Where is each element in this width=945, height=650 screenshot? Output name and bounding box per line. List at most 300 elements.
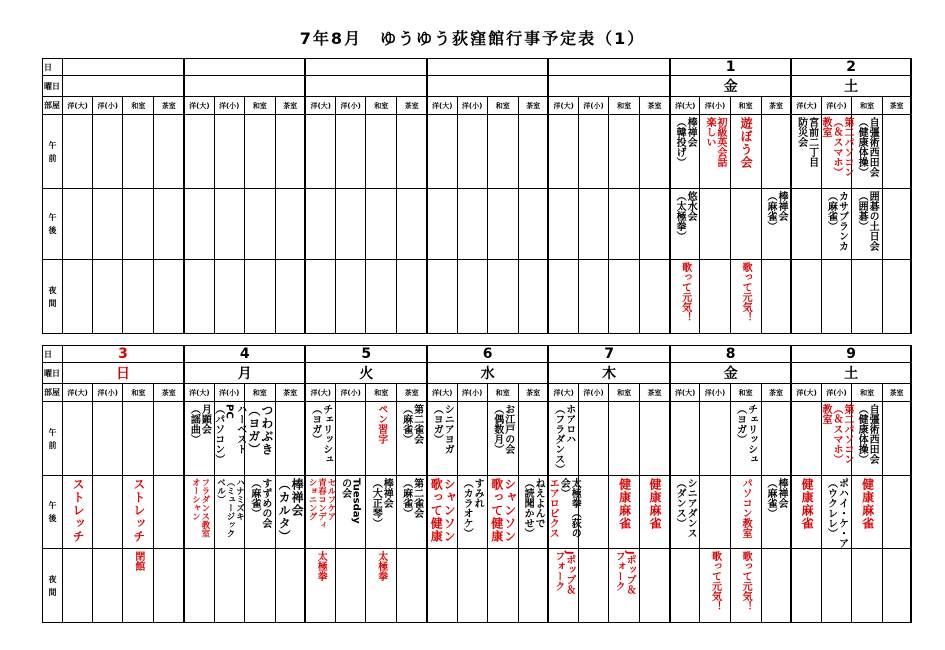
- schedule-cell: [244, 115, 275, 189]
- schedule-cell: [548, 402, 578, 476]
- cell-events: [852, 115, 882, 177]
- event-label: シニアダンス （ダンス）: [674, 478, 697, 538]
- schedule-cell: [821, 189, 851, 260]
- schedule-cell: [123, 476, 154, 549]
- day-weekday-1: 月: [184, 363, 305, 384]
- room-header: 和室: [123, 97, 154, 115]
- schedule-cell: [852, 476, 883, 549]
- schedule-cell: [63, 189, 93, 260]
- schedule-cell: [852, 115, 883, 189]
- cell-events: [731, 402, 761, 464]
- schedule-cell: [821, 549, 851, 623]
- schedule-cell: [427, 549, 457, 623]
- schedule-cell: [366, 476, 397, 549]
- schedule-cell: [275, 549, 305, 623]
- event-label: チェリッシュ （ヨガ）: [734, 404, 757, 464]
- room-header: 和室: [609, 97, 640, 115]
- room-header: 洋(大): [548, 384, 578, 402]
- event-label: 自彊術西田会 （健康体操）: [856, 117, 879, 177]
- schedule-cell: [397, 189, 427, 260]
- schedule-cell: [700, 189, 730, 260]
- schedule-cell: [123, 189, 154, 260]
- schedule-cell: [154, 115, 184, 189]
- schedule-cell: [518, 115, 548, 189]
- schedule-cell: [427, 402, 457, 476]
- cell-events: [640, 476, 669, 530]
- cell-events: [306, 402, 335, 464]
- room-header: 洋(小): [579, 384, 609, 402]
- event-label: シニアヨガ （ヨガ）: [431, 404, 454, 454]
- event-label: 健康麻雀: [617, 478, 632, 530]
- cell-events: [671, 189, 700, 241]
- schedule-cell: [275, 476, 305, 549]
- schedule-cell: [214, 115, 244, 189]
- schedule-cell: [700, 115, 730, 189]
- schedule-cell: [791, 189, 821, 260]
- schedule-cell: [244, 549, 275, 623]
- cell-events: [852, 189, 882, 251]
- room-header: 洋(大): [791, 97, 821, 115]
- schedule-cell: [579, 476, 609, 549]
- event-label: 太極拳（荻の 会）: [558, 478, 581, 538]
- schedule-cell: [548, 115, 578, 189]
- schedule-cell: [63, 115, 93, 189]
- event-label: 悠水会 （太極拳）: [674, 191, 697, 241]
- schedule-cell: [883, 260, 911, 334]
- day-weekday-5: 金: [670, 363, 791, 384]
- event-label: Tuesday の会: [339, 478, 362, 524]
- room-header: 和室: [487, 97, 518, 115]
- room-header: 茶室: [154, 384, 184, 402]
- schedule-cell: [761, 549, 791, 623]
- room-header: 和室: [609, 384, 640, 402]
- event-label: 初級英会話 楽しい: [704, 117, 726, 167]
- date-row-label: 日: [43, 346, 63, 363]
- date-row: [43, 59, 912, 76]
- schedule-cell: [487, 476, 518, 549]
- schedule-cell: [640, 115, 670, 189]
- date-row-label: 日: [43, 59, 63, 76]
- schedule-cell: [730, 549, 761, 623]
- room-header: 和室: [487, 384, 518, 402]
- cell-events: [397, 476, 426, 518]
- cell-events: [609, 476, 639, 530]
- cell-events: [700, 115, 729, 167]
- room-header: 茶室: [397, 384, 427, 402]
- day-date-3: 6: [427, 346, 548, 363]
- schedule-cell: [640, 476, 670, 549]
- room-header: 洋(大): [670, 384, 700, 402]
- schedule-cell: [761, 402, 791, 476]
- weekday-row: [43, 76, 912, 97]
- event-label: 太極拳: [315, 551, 327, 581]
- schedule-cell: [214, 260, 244, 334]
- room-header: 洋(小): [336, 97, 366, 115]
- room-header: 茶室: [397, 97, 427, 115]
- event-label: セルフケア 青春コンディ ショニング: [307, 478, 337, 529]
- event-label: 第二パソコン （＆スマホ） 教室: [819, 404, 853, 464]
- event-label: Jポップ＆ フォーク: [613, 551, 636, 595]
- room-header: 洋(小): [700, 97, 730, 115]
- room-header: 洋(大): [305, 384, 335, 402]
- cell-events: [549, 549, 578, 595]
- event-label: つわぶき （ヨガ）: [246, 404, 274, 456]
- schedule-cell: [123, 260, 154, 334]
- schedule-cell: [670, 402, 700, 476]
- room-header: 洋(小): [93, 97, 123, 115]
- schedule-cell: [457, 189, 487, 260]
- schedule-cell: [184, 402, 214, 476]
- schedule-cell: [791, 260, 821, 334]
- room-header: 和室: [852, 97, 883, 115]
- room-header: 洋(大): [427, 97, 457, 115]
- room-header: 洋(小): [821, 384, 851, 402]
- cell-events: [488, 476, 518, 543]
- schedule-cell: [93, 260, 123, 334]
- schedule-cell: [457, 549, 487, 623]
- weekday-row: [43, 363, 912, 384]
- schedule-cell: [609, 476, 640, 549]
- cell-events: [185, 402, 214, 444]
- event-label: 第二雀会 （麻雀）: [400, 478, 423, 518]
- cell-events: [366, 402, 396, 444]
- schedule-table-week-1: [42, 58, 912, 334]
- schedule-cell: [427, 189, 457, 260]
- schedule-cell: [305, 476, 335, 549]
- event-label: 棒禅会 （麻雀）: [764, 478, 787, 518]
- event-label: ペン習字: [375, 404, 387, 444]
- schedule-cell: [821, 402, 851, 476]
- schedule-cell: [761, 476, 791, 549]
- am-row: [43, 115, 912, 189]
- cell-events: [822, 476, 851, 548]
- day-date-2: [305, 59, 426, 76]
- schedule-cell: [123, 549, 154, 623]
- schedule-cell: [123, 402, 154, 476]
- schedule-cell: [487, 260, 518, 334]
- room-header: 茶室: [761, 384, 791, 402]
- day-date-2: 5: [305, 346, 426, 363]
- schedule-cell: [397, 476, 427, 549]
- day-weekday-6: 土: [791, 76, 911, 97]
- schedule-cell: [670, 189, 700, 260]
- cell-events: [276, 476, 305, 543]
- am-row-label: 午 前: [43, 402, 63, 476]
- schedule-cell: [761, 115, 791, 189]
- room-header: 洋(小): [457, 384, 487, 402]
- schedule-cell: [63, 476, 93, 549]
- cell-events: [63, 476, 92, 543]
- cell-events: [731, 549, 761, 611]
- day-weekday-0: [63, 76, 184, 97]
- event-label: 棒禅会 （韓投げ）: [674, 117, 697, 167]
- schedule-cell: [640, 402, 670, 476]
- event-label: ハーベスト PC （パソコン）: [212, 404, 246, 464]
- schedule-cell: [63, 549, 93, 623]
- schedule-cell: [457, 115, 487, 189]
- schedule-cell: [547, 476, 581, 549]
- event-label: ホアロハ （フラダンス）: [552, 404, 575, 474]
- day-weekday-2: [305, 76, 426, 97]
- weekday-row-label: 曜日: [43, 76, 63, 97]
- schedule-cell: [821, 476, 851, 549]
- schedule-cell: [579, 189, 609, 260]
- cell-events: [366, 549, 396, 581]
- room-header: 洋(大): [63, 384, 93, 402]
- cell-events: [306, 476, 335, 529]
- event-label: 歌って元気！: [740, 262, 752, 322]
- schedule-cell: [700, 402, 730, 476]
- room-row-label: 部屋: [43, 384, 63, 402]
- schedule-cell: [518, 402, 548, 476]
- schedule-cell: [640, 260, 670, 334]
- event-label: エアロビクス: [547, 478, 559, 538]
- room-row: [43, 384, 912, 402]
- room-header: 和室: [366, 384, 397, 402]
- room-row-label: 部屋: [43, 97, 63, 115]
- cell-events: [700, 549, 729, 611]
- schedule-cell: [93, 189, 123, 260]
- event-label: 棒禅会 （カルタ）: [277, 478, 305, 543]
- am-row: [43, 402, 912, 476]
- day-date-1: [184, 59, 305, 76]
- day-weekday-3: 水: [427, 363, 548, 384]
- schedule-cell: [214, 476, 244, 549]
- room-header: 茶室: [761, 97, 791, 115]
- cell-events: [852, 402, 882, 464]
- cell-events: [428, 402, 457, 454]
- schedule-cell: [275, 189, 305, 260]
- cell-events: [731, 476, 761, 538]
- day-weekday-2: 火: [305, 363, 426, 384]
- event-label: すずめの会 （麻雀）: [248, 478, 271, 528]
- schedule-cell: [761, 189, 791, 260]
- room-header: 洋(大): [427, 384, 457, 402]
- room-header: 和室: [123, 384, 154, 402]
- schedule-cell: [427, 260, 457, 334]
- schedule-cell: [63, 402, 93, 476]
- day-weekday-4: 木: [548, 363, 669, 384]
- schedule-cell: [730, 115, 761, 189]
- pm-row-label: 午 後: [43, 189, 63, 260]
- schedule-cell: [366, 115, 397, 189]
- schedule-cell: [305, 189, 335, 260]
- event-label: 囲碁の土日会 （囲碁）: [856, 191, 879, 251]
- cell-events: [215, 476, 244, 538]
- event-label: 太極拳: [375, 551, 387, 581]
- schedule-cell: [487, 189, 518, 260]
- schedule-cell: [883, 115, 911, 189]
- room-header: 洋(大): [548, 97, 578, 115]
- room-header: 洋(大): [63, 97, 93, 115]
- event-label: 健康麻雀: [648, 478, 663, 530]
- schedule-cell: [154, 549, 184, 623]
- schedule-cell: [93, 476, 123, 549]
- cell-events: [731, 260, 761, 322]
- room-header: 洋(小): [700, 384, 730, 402]
- day-date-5: 1: [670, 59, 791, 76]
- room-header: 洋(大): [184, 384, 214, 402]
- schedule-cell: [730, 260, 761, 334]
- schedule-cell: [366, 189, 397, 260]
- schedule-cell: [427, 476, 457, 549]
- schedule-cell: [214, 549, 244, 623]
- day-date-0: [63, 59, 184, 76]
- room-header: 洋(小): [821, 97, 851, 115]
- schedule-cell: [63, 260, 93, 334]
- cell-events: [428, 476, 457, 543]
- schedule-cell: [548, 260, 578, 334]
- schedule-cell: [852, 189, 883, 260]
- schedule-cell: [184, 549, 214, 623]
- schedule-cell: [487, 549, 518, 623]
- schedule-cell: [518, 549, 548, 623]
- day-date-4: [548, 59, 669, 76]
- event-label: ねえよんで （読聞かせ）: [522, 478, 545, 538]
- schedule-cell: [730, 476, 761, 549]
- event-label: 棒禅会 （麻雀）: [764, 191, 787, 231]
- room-header: 洋(大): [791, 384, 821, 402]
- event-label: 健康麻雀: [860, 478, 875, 530]
- day-date-5: 8: [670, 346, 791, 363]
- schedule-cell: [397, 549, 427, 623]
- schedule-cell: [154, 476, 184, 549]
- cell-events: [731, 115, 761, 169]
- schedule-cell: [214, 402, 244, 476]
- schedule-cell: [791, 402, 821, 476]
- schedule-cell: [883, 402, 911, 476]
- schedule-cell: [336, 189, 366, 260]
- day-weekday-5: 金: [670, 76, 791, 97]
- room-header: 茶室: [275, 384, 305, 402]
- cell-events: [671, 115, 700, 167]
- cell-events: [792, 115, 821, 167]
- event-label: 歌って元気！: [679, 262, 691, 322]
- weekday-row-label: 曜日: [43, 363, 63, 384]
- schedule-cell: [670, 476, 700, 549]
- cell-events: [336, 476, 365, 524]
- schedule-cell: [518, 260, 548, 334]
- schedule-cell: [670, 260, 700, 334]
- schedule-cell: [852, 260, 883, 334]
- room-header: 洋(小): [579, 97, 609, 115]
- schedule-cell: [457, 402, 487, 476]
- cell-events: [366, 476, 396, 528]
- room-header: 和室: [852, 384, 883, 402]
- day-date-4: 7: [548, 346, 669, 363]
- schedule-cell: [336, 402, 366, 476]
- room-header: 洋(大): [670, 97, 700, 115]
- cell-events: [547, 476, 581, 538]
- page-title: 7年8月 ゆうゆう荻窪館行事予定表（1）: [299, 29, 646, 48]
- pm-row-label: 午 後: [43, 476, 63, 549]
- cell-events: [306, 549, 335, 581]
- schedule-cell: [579, 260, 609, 334]
- event-label: ポハイ・ケ・ア （ウクレレ）: [825, 478, 848, 548]
- schedule-cell: [123, 115, 154, 189]
- day-weekday-3: [427, 76, 548, 97]
- event-label: 歌って元気！: [709, 551, 721, 611]
- schedule-cell: [548, 549, 578, 623]
- schedule-cell: [336, 260, 366, 334]
- cell-events: [819, 402, 853, 464]
- schedule-cell: [670, 115, 700, 189]
- room-header: 茶室: [518, 384, 548, 402]
- schedule-cell: [305, 115, 335, 189]
- schedule-cell: [427, 115, 457, 189]
- event-label: 健康麻雀: [800, 478, 815, 530]
- event-label: 宮前二丁目 防災会: [795, 117, 818, 167]
- schedule-cell: [791, 476, 821, 549]
- event-label: ストレッチ: [71, 478, 86, 543]
- event-label: 自彊術西田会 （健康体操）: [856, 404, 879, 464]
- schedule-cell: [609, 189, 640, 260]
- pm-row: [43, 189, 912, 260]
- cell-events: [519, 476, 548, 538]
- schedule-cell: [457, 260, 487, 334]
- schedule-cell: [821, 115, 851, 189]
- schedule-cell: [244, 189, 275, 260]
- pm-row: [43, 476, 912, 549]
- event-label: 棒禅会 （大正琴）: [370, 478, 393, 528]
- schedule-cell: [883, 549, 911, 623]
- day-weekday-1: [184, 76, 305, 97]
- schedule-cell: [366, 260, 397, 334]
- event-label: 第二雀会 （麻雀）: [400, 404, 423, 444]
- night-row: [43, 549, 912, 623]
- schedule-cell: [184, 476, 214, 549]
- cell-events: [458, 476, 487, 538]
- schedule-cell: [184, 189, 214, 260]
- schedule-cell: [640, 549, 670, 623]
- schedule-cell: [244, 260, 275, 334]
- room-header: 和室: [730, 384, 761, 402]
- schedule-cell: [154, 260, 184, 334]
- schedule-cell: [883, 476, 911, 549]
- cell-events: [123, 476, 153, 543]
- cell-events: [609, 549, 639, 595]
- cell-events: [792, 476, 821, 530]
- schedule-cell: [487, 115, 518, 189]
- event-label: 閉館: [132, 551, 144, 571]
- event-label: すみれ （カラオケ）: [461, 478, 484, 538]
- schedule-cell: [670, 549, 700, 623]
- cell-events: [212, 402, 246, 464]
- schedule-cell: [852, 402, 883, 476]
- date-row: [43, 346, 912, 363]
- cell-events: [819, 115, 853, 177]
- day-date-3: [427, 59, 548, 76]
- room-header: 茶室: [640, 384, 670, 402]
- schedule-cell: [518, 189, 548, 260]
- schedule-cell: [791, 115, 821, 189]
- cell-events: [671, 476, 700, 538]
- schedule-cell: [275, 402, 305, 476]
- event-label: パソコン教室: [740, 478, 752, 538]
- schedule-cell: [93, 115, 123, 189]
- event-label: 遊ぼう会: [739, 117, 754, 169]
- schedule-cell: [730, 402, 761, 476]
- schedule-cell: [93, 549, 123, 623]
- room-header: 洋(小): [214, 97, 244, 115]
- event-label: 歌って元気！: [740, 551, 752, 611]
- schedule-cell: [883, 189, 911, 260]
- schedule-cell: [397, 260, 427, 334]
- cell-events: [185, 476, 214, 538]
- am-row-label: 午 前: [43, 115, 63, 189]
- schedule-cell: [761, 260, 791, 334]
- day-weekday-4: [548, 76, 669, 97]
